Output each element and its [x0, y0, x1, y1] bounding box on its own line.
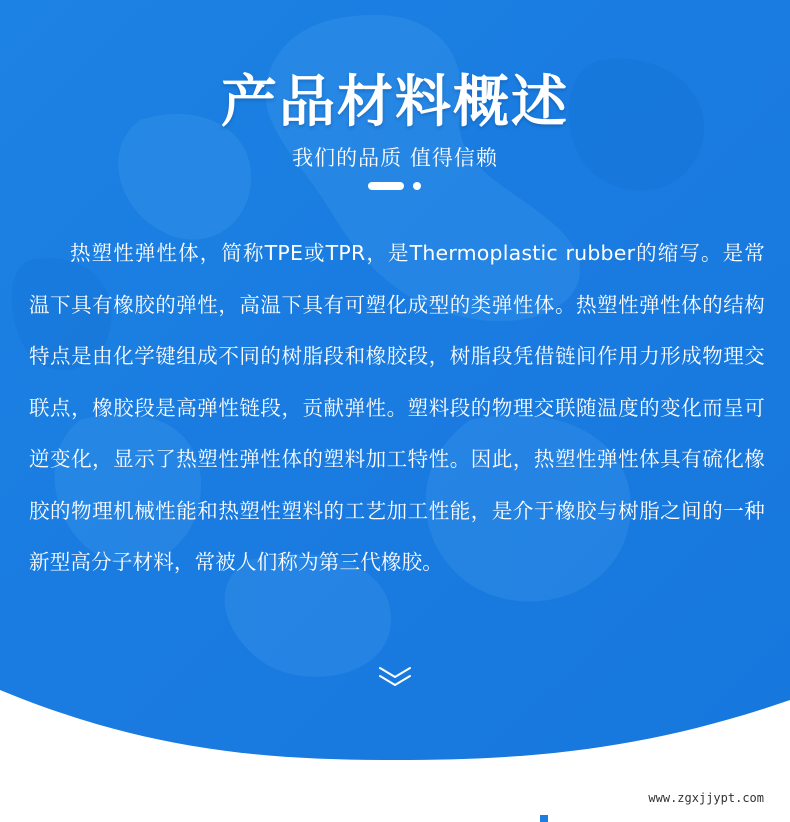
- double-chevron-down-icon[interactable]: [378, 664, 412, 690]
- page-title: 产品材料概述: [221, 70, 569, 135]
- page-subtitle: 我们的品质 值得信赖: [292, 146, 498, 170]
- title-divider-dash: [368, 182, 404, 190]
- decorative-blue-mark: [540, 815, 548, 822]
- title-divider-dot: [413, 182, 421, 190]
- site-watermark: www.zgxjjypt.com: [648, 791, 764, 805]
- description-paragraph: 热塑性弹性体，简称TPE或TPR，是Thermoplastic rubber的缩写。是常温下具有橡胶的弹性，高温下具有可塑化成型的类弹性体。热塑性弹性体的结构特点是由化学键组成不同的树脂段和橡胶段，树脂段凭借链间作用力形成物理交联点，橡胶段是高弹性链段，贡献弹性。塑料段的物理交联随温度的变化而呈可逆变化，显示了热塑性弹性体的塑料加工特性。因此，热塑性弹性体具有硫化橡胶的物理机械性能和热塑性塑料的工艺加工性能，是介于橡胶与树脂之间的一种新型高分子材料，常被人们称为第三代橡胶。: [29, 241, 765, 574]
